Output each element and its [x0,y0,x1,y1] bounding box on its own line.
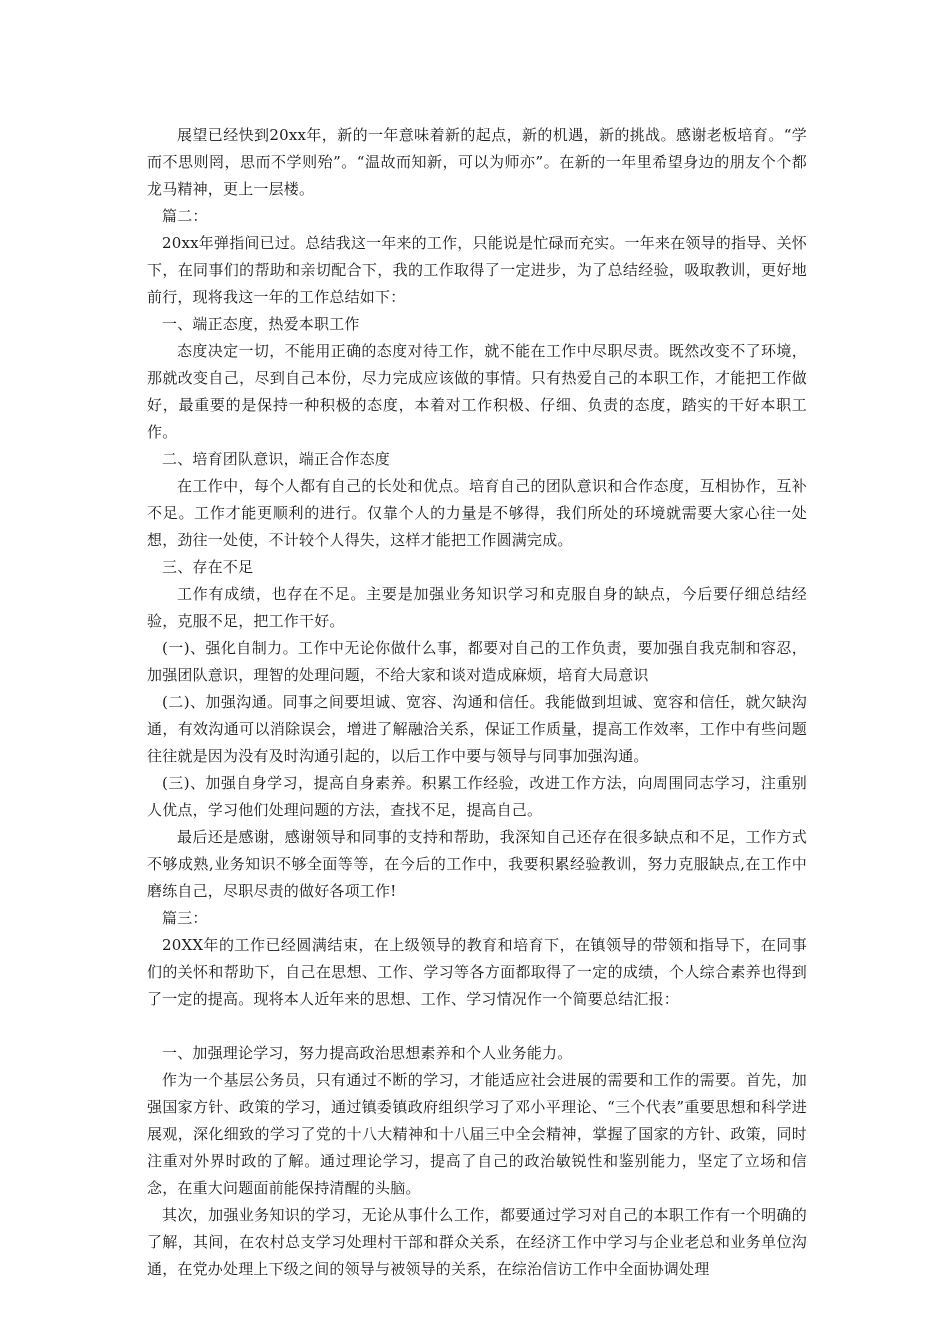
paragraph-self-control: (一)、强化自制力。工作中无论你做什么事，都要对自己的工作负责，要加强自我克制和容忍，加强团队意识，理智的处理问题，不给大家和谈对造成麻烦，培育大局意识 [147,639,807,684]
paragraph-outlook: 展望已经快到20xx年，新的一年意味着新的起点，新的机遇，新的挑战。感谢老板培育。“学而不思则罔，思而不学则殆”。“温故而知新，可以为师亦”。在新的一年里希望身边的朋友个个都龙马精神，更上一层楼。 [147,126,807,198]
heading-theory-study: 一、加强理论学习，努力提高政治思想素养和个人业务能力。 [162,1044,573,1062]
heading-shortcomings: 三、存在不足 [162,558,254,576]
paragraph-attitude: 态度决定一切，不能用正确的态度对待工作，就不能在工作中尽职尽责。既然改变不了环境，那就改变自己，尽到自己本份，尽力完成应该做的事情。只有热爱自己的本职工作，才能把工作做好，最重要的是保持一种积极的态度，本着对工作积极、仔细、负责的态度，踏实的干好本职工作。 [147,342,807,441]
section-title-part2: 篇二： [162,207,208,225]
paragraph-theory-study: 作为一个基层公务员，只有通过不断的学习，才能适应社会进展的需要和工作的需要。首先，加强国家方针、政策的学习，通过镇委镇政府组织学习了邓小平理论、“三个代表”重要思想和科学进展观，深化细致的学习了党的十八大精神和十八届三中全会精神，掌握了国家的方针、政策，同时注重对外界时政的了解。通过理论学习，提高了自己的政治敏锐性和鉴别能力，坚定了立场和信念，在重大问题面前能保持清醒的头脑。 [147,1071,807,1197]
paragraph-thanks: 最后还是感谢，感谢领导和同事的支持和帮助，我深知自己还存在很多缺点和不足，工作方式不够成熟,业务知识不够全面等等，在今后的工作中，我要积累经验教训，努力克服缺点,在工作中磨练自己，尽职尽责的做好各项工作! [147,828,807,900]
heading-teamwork: 二、培育团队意识，端正合作态度 [162,450,391,468]
paragraph-part3-intro: 20XX年的工作已经圆满结束，在上级领导的教育和培育下，在镇领导的带领和指导下，在同事们的关怀和帮助下，自己在思想、工作、学习等各方面都取得了一定的成绩，个人综合素养也得到了一定的提高。现将本人近年来的思想、工作、学习情况作一个简要总结汇报： [147,936,807,1008]
blank-line [147,1013,807,1040]
paragraph-communication: (二)、加强沟通。同事之间要坦诚、宽容、沟通和信任。我能做到坦诚、宽容和信任，就欠缺沟通，有效沟通可以消除误会，增进了解融洽关系，保证工作质量，提高工作效率，工作中有些问题往往就是因为没有及时沟通引起的，以后工作中要与领导与同事加强沟通。 [147,693,807,765]
paragraph-teamwork: 在工作中，每个人都有自己的长处和优点。培育自己的团队意识和合作态度，互相协作，互补不足。工作才能更顺利的进行。仅靠个人的力量是不够得，我们所处的环境就需要大家心往一处想，劲往一处使，不计较个人得失，这样才能把工作圆满完成。 [147,477,807,549]
section-title-part3: 篇三： [162,909,208,927]
paragraph-part2-intro: 20xx年弹指间已过。总结我这一年来的工作，只能说是忙碌而充实。一年来在领导的指导、关怀下，在同事们的帮助和亲切配合下，我的工作取得了一定进步，为了总结经验，吸取教训，更好地前行，现将我这一年的工作总结如下： [147,234,807,306]
paragraph-self-study: (三)、加强自身学习，提高自身素养。积累工作经验，改进工作方法，向周围同志学习，注重别人优点，学习他们处理问题的方法，查找不足，提高自己。 [147,774,807,819]
heading-attitude: 一、端正态度，热爱本职工作 [162,315,360,333]
paragraph-business-study: 其次，加强业务知识的学习，无论从事什么工作，都要通过学习对自己的本职工作有一个明确的了解，其间，在农村总支学习处理村干部和群众关系，在经济工作中学习与企业老总和业务单位沟通，在党办处理上下级之间的领导与被领导的关系，在综治信访工作中全面协调处理 [147,1206,807,1278]
document-body [147,122,807,1283]
paragraph-shortcomings: 工作有成绩，也存在不足。主要是加强业务知识学习和克服自身的缺点，今后要仔细总结经验，克服不足，把工作干好。 [147,585,807,630]
